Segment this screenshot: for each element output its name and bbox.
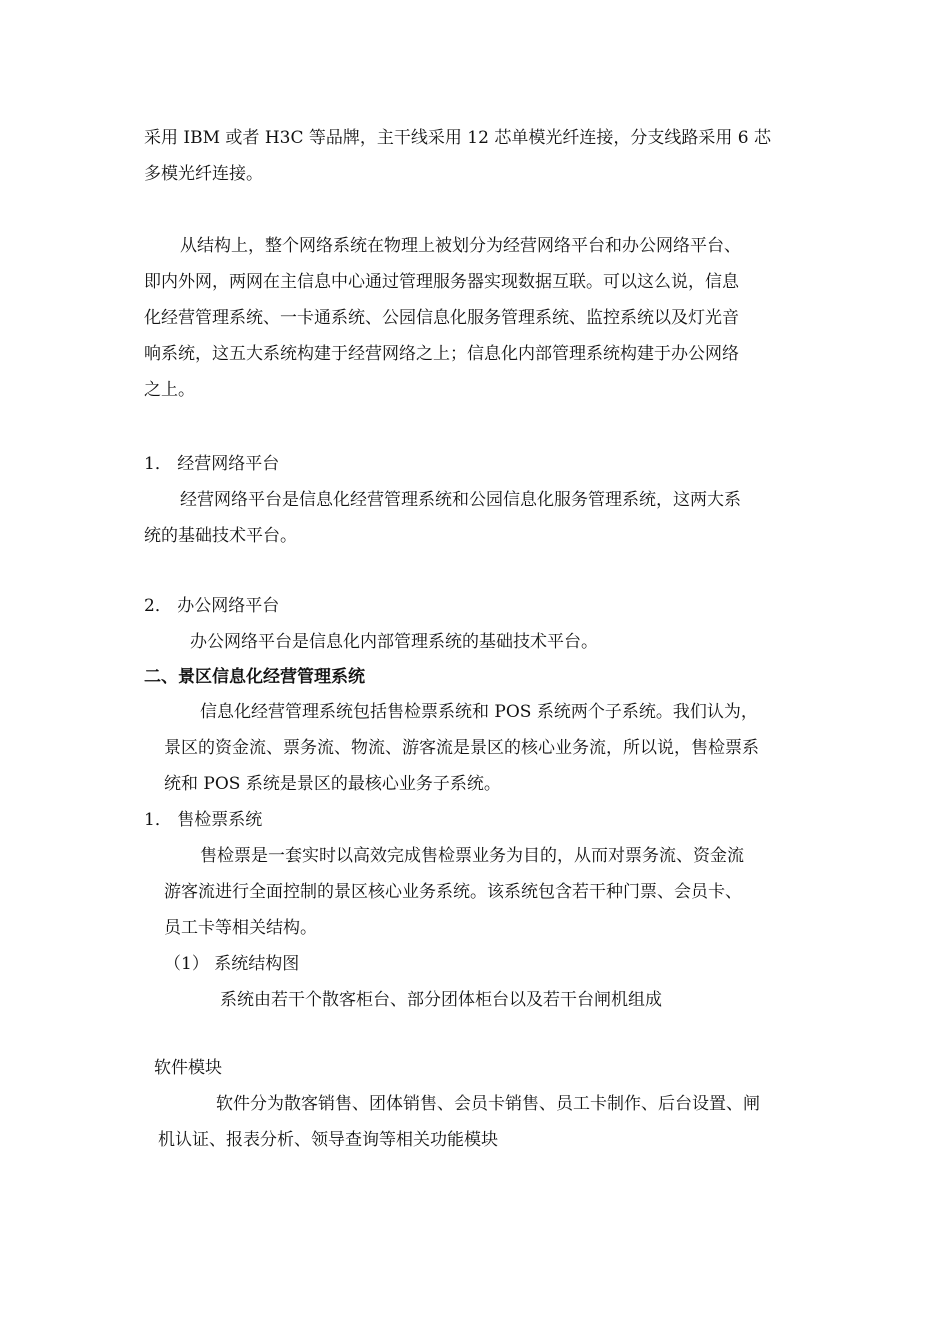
paragraph-line: 化经营管理系统、一卡通系统、公园信息化服务管理系统、监控系统以及灯光音 [144,308,739,328]
paragraph-line: 游客流进行全面控制的景区核心业务系统。该系统包含若干种门票、会员卡、 [164,882,742,902]
list-heading: 2． 办公网络平台 [144,596,280,616]
list-heading: 1． 售检票系统 [144,810,263,830]
paragraph-line: 统的基础技术平台。 [144,526,297,546]
paragraph-line: 从结构上，整个网络系统在物理上被划分为经营网络平台和办公网络平台、 [180,236,741,256]
paragraph-line: 景区的资金流、票务流、物流、游客流是景区的核心业务流，所以说，售检票系 [164,738,759,758]
paragraph-line: 系统由若干个散客柜台、部分团体柜台以及若干台闸机组成 [220,990,662,1010]
paragraph-line: 即内外网，两网在主信息中心通过管理服务器实现数据互联。可以这么说，信息 [144,272,739,292]
paragraph-line: 办公网络平台是信息化内部管理系统的基础技术平台。 [190,632,598,652]
subsection-heading: 软件模块 [154,1058,222,1078]
paragraph-line: 响系统，这五大系统构建于经营网络之上；信息化内部管理系统构建于办公网络 [144,344,739,364]
list-heading: （1） 系统结构图 [164,954,300,974]
list-heading: 1． 经营网络平台 [144,454,280,474]
paragraph-line: 多模光纤连接。 [144,164,263,184]
paragraph-line: 统和 POS 系统是景区的最核心业务子系统。 [164,774,501,794]
paragraph-line: 信息化经营管理系统包括售检票系统和 POS 系统两个子系统。我们认为， [200,702,758,722]
paragraph-line: 售检票是一套实时以高效完成售检票业务为目的，从而对票务流、资金流 [200,846,744,866]
paragraph-line: 员工卡等相关结构。 [164,918,317,938]
paragraph-line: 经营网络平台是信息化经营管理系统和公园信息化服务管理系统，这两大系 [180,490,741,510]
section-heading: 二、景区信息化经营管理系统 [144,667,365,687]
paragraph-line: 之上。 [144,380,195,400]
paragraph-line: 软件分为散客销售、团体销售、会员卡销售、员工卡制作、后台设置、闸 [216,1094,760,1114]
paragraph-line: 机认证、报表分析、领导查询等相关功能模块 [158,1130,498,1150]
paragraph-line: 采用 IBM 或者 H3C 等品牌，主干线采用 12 芯单模光纤连接，分支线路采用 6 芯 [144,128,771,148]
